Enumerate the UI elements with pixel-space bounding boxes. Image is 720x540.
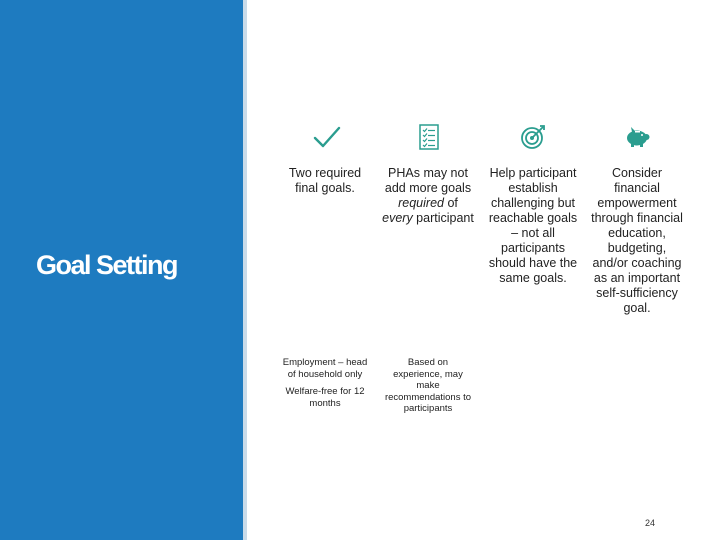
checklist-icon	[414, 122, 444, 152]
goal-column-2-subitems	[384, 357, 472, 415]
goal-column-3-text: Help participant establish challenging but reachable goals – not all participants should have the same goals.	[488, 166, 578, 285]
slide-title: Goal Setting	[36, 250, 178, 280]
subitem-welfare-free: Welfare-free for 12 months	[285, 386, 365, 409]
divider-strip	[243, 0, 247, 540]
piggy-bank-icon	[622, 122, 652, 152]
emphasis-every: every	[382, 211, 413, 225]
page-number: 24	[645, 518, 656, 528]
subitem-employment: Employment – head of household only	[282, 357, 368, 380]
text-part: PHAs may not add more goals	[384, 166, 472, 195]
left-panel	[0, 0, 243, 540]
goal-column-1-text: Two required final goals.	[288, 166, 362, 195]
checkmark-icon	[312, 122, 342, 152]
subitem-recommendations: Based on experience, may make recommendations to participants	[384, 357, 472, 414]
emphasis-required: required	[398, 196, 444, 210]
target-icon	[518, 122, 548, 152]
text-part: of	[443, 196, 458, 210]
goal-column-4-text: Consider financial empowerment through financial education, budgeting, and/or coaching as an important self-sufficiency goal.	[591, 166, 683, 315]
goal-column-1-subitems	[280, 357, 370, 409]
goal-column-2-text	[382, 166, 474, 226]
text-part: participant	[412, 211, 474, 225]
